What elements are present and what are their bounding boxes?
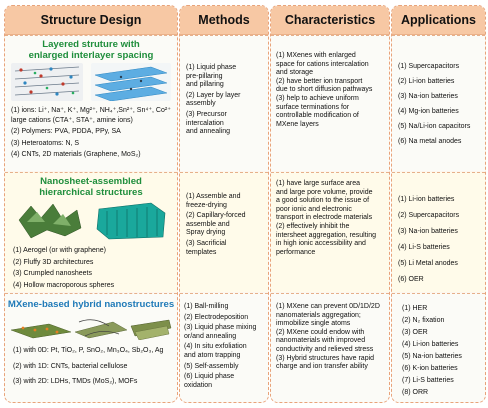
structure-design-column [4,5,178,403]
list-item: (3) Precursor intercalation and annealing [186,110,230,136]
list-item: (3) with 2D: LDHs, TMDs (MoS₂), MOFs [13,378,138,385]
methods-hybrid-section [180,293,268,403]
characteristics-hybrid-text: (1) MXene can prevent 0D/1D/2D nanomaterials aggregation; immobilize single atoms (2) MXene could endow with nanomaterials with improved conductivity and relieved stress (3) Hybrid structures have rapid charge and ion transfer ability [276,303,380,371]
list-item: (7) Li-S batteries [402,377,454,384]
list-item: (1) Li-ion batteries [398,196,455,203]
list-item: (1) Aerogel (or with graphene) [13,247,106,254]
hybrid-nanostructures-image [9,314,173,340]
list-item: (5) Na-ion batteries [402,353,462,360]
nanosheet-items [13,246,175,292]
characteristics-header: Characteristics [271,6,389,35]
methods-layered-section [180,35,268,171]
list-item: (3) OER [402,329,428,336]
layered-items [11,106,176,162]
characteristics-nanosheet-section [271,172,389,292]
list-item: (4) Li-ion batteries [402,341,459,348]
list-item: (3) Na-ion batteries [398,93,458,100]
applications-column [391,5,486,403]
applications-nanosheet-section [392,172,485,292]
list-item: (1) Ball-milling [184,303,229,310]
layered-sheets-image [91,63,171,101]
applications-layered-list [398,62,484,148]
list-item: (3) Liquid phase mixing or/and annealing [184,324,257,340]
list-item: (1) Assemble and freeze-drying [186,193,241,209]
list-item: (6) Na metal anodes [398,138,462,145]
list-item: (4) Li-S batteries [398,244,450,251]
list-item: (6) Liquid phase oxidation [184,373,235,389]
layered-section [5,35,177,171]
list-item: (5) Li Metal anodes [398,260,458,267]
list-item: (5) Self-assembly [184,362,239,370]
hierarchical-structure-image [93,199,169,241]
layered-title: Layered struture with enlarged interlayer spacing [28,39,154,61]
applications-header: Applications [392,6,485,35]
characteristics-layered-section [271,35,389,171]
hybrid-title: MXene-based hybrid nanostructures [7,299,175,310]
list-item: (3) Sacrificial templates [186,239,227,256]
list-item: (2) with 1D: CNTs, bacterial cellulose [13,362,128,370]
applications-layered-section [392,35,485,171]
list-item: (1) HER [402,305,428,312]
structure-design-header: Structure Design [5,6,177,35]
list-item: (2) Supercapacitors [398,212,460,219]
layered-crystal-image [11,63,83,101]
methods-nanosheet-list [186,193,266,259]
characteristics-column [270,5,390,403]
list-item: (5) Na/Li-ion capacitors [398,123,471,130]
list-item: (2) Fluffy 3D architectures [13,258,94,266]
methods-layered-list [186,64,266,139]
list-item: (2) Li-ion batteries [398,78,455,85]
applications-hybrid-list [402,304,482,399]
list-item: (1) Liquid phase pre-pillaring and pillaring [186,64,237,89]
list-item: (2) Electrodeposition [184,313,249,321]
nanosheet-title: Nanosheet-assembled hierarchical structures [39,176,143,198]
aerogel-image [13,200,85,240]
characteristics-layered-text: (1) MXenes with enlarged space for cations intercalation and storage (2) have better ion transport due to short diffusion pathways (3) help to achieve uniform surface terminations for controllable modification of MXene layers [276,52,373,128]
list-item: (4) In situ exfoliation and atom trapping [184,343,247,359]
list-item: (4) Mg-ion batteries [398,108,459,115]
list-item: (4) CNTs, 2D materials (Graphene, MoS₂) [11,151,141,158]
list-item: (2) Polymers: PVA, PDDA, PPy, SA [11,128,121,135]
list-item: (3) Crumpled nanosheets [13,270,92,277]
list-item: (1) ions: Li⁺, Na⁺, K⁺, Mg²⁺, NH₄⁺,Sn²⁺, Sn⁴⁺, Co²⁺ large cations (CTA⁺, STA⁺, amine ions) [11,107,171,124]
nanosheet-section [5,172,177,292]
hybrid-section [5,293,177,403]
list-item: (1) with 0D: Pt, TiO₂, P, SnO₂, Mn₃O₄, Sb₂O₃, Ag [13,347,164,354]
characteristics-nanosheet-text: (1) have large surface area and large pore volume, provide a good solution to the issue of poor ionic and electronic transport in electrode materials (2) effectively inhibit the intersheet aggregation, resulting in high ionic accessibility and performance [276,180,377,256]
list-item: (2) N₂ fixation [402,317,445,324]
methods-column [179,5,269,403]
methods-header: Methods [180,6,268,35]
characteristics-hybrid-section [271,293,389,403]
list-item: (4) Hollow macroporous spheres [13,281,115,289]
methods-nanosheet-section [180,172,268,292]
list-item: (6) K-ion batteries [402,365,458,372]
list-item: (3) Na-ion batteries [398,228,458,235]
list-item: (2) Capillary-forced assemble and Spray drying [186,212,246,237]
list-item: (8) ORR [402,389,429,396]
methods-hybrid-list [184,303,268,392]
applications-nanosheet-list [398,195,484,286]
applications-hybrid-section [392,293,485,403]
list-item: (6) OER [398,276,424,283]
hybrid-items [13,346,178,389]
list-item: (2) Layer by layer assembly [186,91,241,108]
list-item: (1) Supercapacitors [398,63,460,70]
list-item: (3) Heteroatoms: N, S [11,139,80,147]
